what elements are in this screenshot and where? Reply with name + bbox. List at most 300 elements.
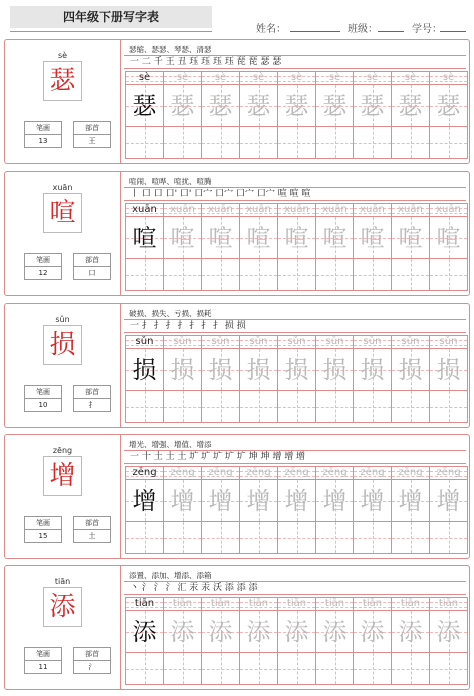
pinyin-cell [315,203,353,217]
trace-character: 添 [170,618,195,646]
character-summary [5,566,121,689]
pinyin-cell [353,597,391,611]
model-character-cell[interactable] [125,85,163,127]
large-character: 瑟 [49,66,76,96]
trace-character-cell[interactable] [163,217,201,259]
trace-character-cell[interactable] [315,480,353,522]
blank-writing-cell[interactable] [353,522,391,554]
blank-writing-cell[interactable] [315,259,353,291]
trace-pinyin: zēng [284,467,309,478]
trace-character: 增 [284,487,309,515]
trace-pinyin: sè [404,72,417,83]
stroke-order-bar [124,319,466,333]
pinyin-cell [239,203,277,217]
practice-area [121,40,469,163]
practice-area [121,566,469,689]
summary-pinyin: sè [57,51,68,60]
blank-writing-cell[interactable] [239,127,277,159]
radical-value: 王 [88,137,96,145]
trace-character: 增 [322,487,347,515]
stroke-order: 一 十 土 土 土 圹 圹 圹 圹 圹 坤 坤 增 增 增 [130,452,306,462]
radical-box [73,121,111,148]
blank-writing-cell[interactable] [201,259,239,291]
trace-character: 损 [322,356,347,384]
character-summary [5,435,121,558]
blank-writing-cell[interactable] [429,653,467,685]
trace-character: 喧 [170,224,195,252]
trace-pinyin: tiān [438,598,459,609]
trace-character: 瑟 [436,92,461,120]
radical-box [73,647,111,674]
name-label: 姓名： [256,24,286,35]
trace-character: 喧 [322,224,347,252]
trace-character: 损 [208,356,233,384]
pinyin-cell [125,203,163,217]
pinyin-cell [277,335,315,349]
trace-character: 瑟 [360,92,385,120]
trace-character-cell[interactable] [353,85,391,127]
model-pinyin: sǔn [135,336,154,347]
blank-writing-cell[interactable] [277,127,315,159]
blank-writing-cell[interactable] [277,522,315,554]
pinyin-cell [163,597,201,611]
blank-writing-cell[interactable] [125,127,163,159]
pinyin-cell [353,335,391,349]
trace-pinyin: tiān [210,598,231,609]
model-pinyin: tiān [134,598,155,609]
practice-area [121,304,469,427]
model-character-cell[interactable] [125,480,163,522]
pinyin-cell [391,71,429,85]
blank-writing-cell[interactable] [163,259,201,291]
trace-character-cell[interactable] [201,480,239,522]
model-pinyin: xuān [132,204,157,215]
stroke-order-bar [124,187,466,201]
large-character-box [43,456,82,496]
summary-pinyin: sǔn [55,315,70,324]
blank-writing-cell[interactable] [201,127,239,159]
trace-character-cell[interactable] [239,349,277,391]
trace-character: 添 [398,618,423,646]
pinyin-cell [277,466,315,480]
pinyin-cell [391,203,429,217]
pinyin-cell [163,203,201,217]
stroke-count-box [24,253,62,280]
blank-writing-cell[interactable] [277,391,315,423]
pinyin-cell [201,203,239,217]
model-character: 喧 [132,224,157,252]
stroke-count-box [24,385,62,412]
trace-character: 瑟 [284,92,309,120]
trace-character-cell[interactable] [277,349,315,391]
model-character-cell[interactable] [125,349,163,391]
blank-writing-cell[interactable] [277,259,315,291]
trace-character: 增 [170,487,195,515]
blank-writing-cell[interactable] [353,653,391,685]
model-character: 损 [132,356,157,384]
trace-pinyin: xuān [208,204,233,215]
trace-character-cell[interactable] [163,349,201,391]
blank-writing-cell[interactable] [391,259,429,291]
trace-pinyin: zēng [436,467,461,478]
stroke-count-box [24,647,62,674]
blank-writing-cell[interactable] [163,653,201,685]
character-card [4,565,470,690]
trace-pinyin: sǔn [439,336,458,347]
blank-writing-cell[interactable] [163,391,201,423]
trace-character-cell[interactable] [239,217,277,259]
trace-pinyin: sè [214,72,227,83]
trace-pinyin: zēng [398,467,423,478]
trace-character-cell[interactable] [239,611,277,653]
trace-pinyin: tiān [172,598,193,609]
blank-writing-cell[interactable] [429,522,467,554]
pinyin-cell [201,335,239,349]
blank-writing-cell[interactable] [239,653,277,685]
trace-character: 损 [436,356,461,384]
large-character: 添 [49,592,76,622]
blank-writing-cell[interactable] [163,522,201,554]
blank-writing-cell[interactable] [315,653,353,685]
trace-pinyin: sè [366,72,379,83]
trace-pinyin: zēng [170,467,195,478]
trace-pinyin: sǔn [287,336,306,347]
trace-pinyin: sǔn [211,336,230,347]
trace-pinyin: xuān [398,204,423,215]
class-label: 班级： [348,24,378,35]
character-summary [5,40,121,163]
blank-writing-cell[interactable] [353,391,391,423]
trace-character: 瑟 [170,92,195,120]
blank-writing-cell[interactable] [429,127,467,159]
blank-writing-cell[interactable] [277,653,315,685]
trace-pinyin: xuān [170,204,195,215]
stroke-count-label: 笔画 [25,254,61,267]
trace-character-cell[interactable] [277,85,315,127]
stroke-count-box [24,121,62,148]
practice-grid [125,335,467,423]
model-character: 添 [132,618,157,646]
stroke-order: 丶 氵 氵 氵 汇 汞 汞 沃 添 添 添 [130,583,258,593]
pinyin-cell [429,466,467,480]
stroke-order: 丨 口 口 口' 口' 口宀 口宀 口宀 口宀 喧 喧 喧 [130,189,311,199]
trace-character-cell[interactable] [277,217,315,259]
trace-character: 增 [398,487,423,515]
pinyin-cell [239,466,277,480]
trace-pinyin: zēng [208,467,233,478]
summary-pinyin: zēng [52,446,73,455]
pinyin-cell [429,597,467,611]
pinyin-cell [353,466,391,480]
trace-character-cell[interactable] [239,480,277,522]
trace-pinyin: zēng [322,467,347,478]
trace-character: 瑟 [246,92,271,120]
blank-writing-cell[interactable] [125,653,163,685]
trace-character: 增 [246,487,271,515]
trace-character-cell[interactable] [391,480,429,522]
large-character: 增 [49,461,76,491]
trace-character-cell[interactable] [201,217,239,259]
trace-pinyin: xuān [322,204,347,215]
blank-writing-cell[interactable] [163,127,201,159]
trace-character: 喧 [208,224,233,252]
blank-writing-cell[interactable] [429,391,467,423]
stroke-order: 一 扌 扌 扌 扌 扌 扌 扌 损 损 [130,321,246,331]
stroke-order-bar [124,450,466,464]
summary-pinyin: xuān [52,183,73,192]
radical-label: 部首 [74,517,110,530]
large-character-box [43,61,82,101]
trace-pinyin: sǔn [363,336,382,347]
pinyin-cell [315,466,353,480]
trace-pinyin: sǔn [401,336,420,347]
trace-character: 添 [322,618,347,646]
trace-pinyin: sǔn [249,336,268,347]
trace-character-cell[interactable] [163,480,201,522]
pinyin-cell [125,466,163,480]
practice-grid [125,203,467,291]
trace-character-cell[interactable] [163,611,201,653]
trace-character-cell[interactable] [429,217,467,259]
blank-writing-cell[interactable] [315,391,353,423]
large-character-box [43,587,82,627]
radical-value: 土 [88,532,96,540]
trace-character: 喧 [398,224,423,252]
trace-character: 喧 [360,224,385,252]
practice-grid [125,466,467,554]
stroke-order: 一 二 千 王 丑 珏 珏 珏 珏 琵 琵 瑟 瑟 [130,57,282,67]
trace-character-cell[interactable] [391,611,429,653]
trace-pinyin: zēng [246,467,271,478]
example-words: 增光、增强、增值、增添 [129,440,212,449]
pinyin-cell [239,597,277,611]
example-words: 瑟缩、瑟瑟、琴瑟、清瑟 [129,45,212,54]
radical-box [73,385,111,412]
id-field[interactable] [440,31,466,32]
trace-character: 喧 [246,224,271,252]
pinyin-cell [429,71,467,85]
trace-pinyin: sè [442,72,455,83]
trace-character-cell[interactable] [429,611,467,653]
trace-character-cell[interactable] [315,611,353,653]
pinyin-cell [163,466,201,480]
name-field[interactable] [290,31,340,32]
trace-character: 添 [208,618,233,646]
radical-label: 部首 [74,254,110,267]
trace-character: 添 [360,618,385,646]
blank-writing-cell[interactable] [239,391,277,423]
trace-character-cell[interactable] [277,611,315,653]
character-card [4,434,470,559]
blank-writing-cell[interactable] [239,522,277,554]
trace-character-cell[interactable] [315,349,353,391]
practice-area [121,172,469,295]
stroke-count-value: 12 [38,269,48,277]
trace-character-cell[interactable] [201,611,239,653]
pinyin-cell [315,597,353,611]
blank-writing-cell[interactable] [391,127,429,159]
trace-pinyin: tiān [400,598,421,609]
blank-writing-cell[interactable] [201,522,239,554]
large-character: 损 [49,330,76,360]
pinyin-cell [315,71,353,85]
pinyin-cell [201,71,239,85]
trace-character-cell[interactable] [239,85,277,127]
trace-character: 瑟 [398,92,423,120]
trace-character-cell[interactable] [429,480,467,522]
stroke-count-value: 11 [38,663,48,671]
trace-character: 增 [360,487,385,515]
trace-character: 喧 [436,224,461,252]
trace-pinyin: tiān [324,598,345,609]
pinyin-cell [353,203,391,217]
blank-writing-cell[interactable] [429,259,467,291]
blank-writing-cell[interactable] [391,391,429,423]
blank-writing-cell[interactable] [353,259,391,291]
trace-character-cell[interactable] [391,217,429,259]
summary-pinyin: tiān [54,577,71,586]
trace-character: 喧 [284,224,309,252]
pinyin-cell [429,335,467,349]
trace-pinyin: xuān [284,204,309,215]
trace-character-cell[interactable] [315,85,353,127]
stroke-count-value: 15 [38,532,48,540]
trace-pinyin: sè [176,72,189,83]
trace-character-cell[interactable] [201,85,239,127]
trace-character: 损 [398,356,423,384]
trace-character-cell[interactable] [353,217,391,259]
character-card [4,39,470,164]
trace-character-cell[interactable] [201,349,239,391]
character-card [4,303,470,428]
trace-character-cell[interactable] [353,480,391,522]
model-character-cell[interactable] [125,611,163,653]
blank-writing-cell[interactable] [239,259,277,291]
pinyin-cell [239,71,277,85]
blank-writing-cell[interactable] [315,522,353,554]
pinyin-cell [125,597,163,611]
blank-writing-cell[interactable] [391,522,429,554]
example-words: 破损、损失、亏损、损耗 [129,309,212,318]
stroke-order-bar [124,581,466,595]
class-field[interactable] [378,31,404,32]
trace-pinyin: xuān [436,204,461,215]
practice-area [121,435,469,558]
model-pinyin: zēng [132,467,157,478]
stroke-count-box [24,516,62,543]
trace-pinyin: sǔn [173,336,192,347]
trace-pinyin: sè [328,72,341,83]
trace-character: 损 [246,356,271,384]
pinyin-cell [391,597,429,611]
radical-label: 部首 [74,386,110,399]
stroke-order-bar [124,55,466,69]
trace-character: 添 [246,618,271,646]
blank-writing-cell[interactable] [353,127,391,159]
trace-character: 增 [436,487,461,515]
stroke-count-label: 笔画 [25,517,61,530]
trace-character-cell[interactable] [315,217,353,259]
blank-writing-cell[interactable] [315,127,353,159]
pinyin-cell [429,203,467,217]
pinyin-cell [391,335,429,349]
radical-box [73,253,111,280]
trace-pinyin: xuān [360,204,385,215]
pinyin-cell [277,71,315,85]
blank-writing-cell[interactable] [125,391,163,423]
trace-character-cell[interactable] [391,349,429,391]
example-words: 添置、添加、增添、添箱 [129,571,212,580]
pinyin-cell [239,335,277,349]
blank-writing-cell[interactable] [201,653,239,685]
blank-writing-cell[interactable] [391,653,429,685]
model-character: 增 [132,487,157,515]
title-underline [10,31,212,32]
trace-character: 瑟 [208,92,233,120]
stroke-count-label: 笔画 [25,648,61,661]
trace-character-cell[interactable] [429,349,467,391]
trace-character-cell[interactable] [353,611,391,653]
stroke-count-label: 笔画 [25,122,61,135]
blank-writing-cell[interactable] [125,522,163,554]
trace-character: 添 [284,618,309,646]
radical-value: 扌 [88,401,96,409]
blank-writing-cell[interactable] [201,391,239,423]
model-pinyin: sè [138,72,151,83]
pinyin-cell [201,466,239,480]
character-summary [5,304,121,427]
trace-character: 增 [208,487,233,515]
trace-pinyin: sè [290,72,303,83]
blank-writing-cell[interactable] [125,259,163,291]
radical-box [73,516,111,543]
radical-value: 口 [88,269,96,277]
pinyin-cell [201,597,239,611]
trace-character: 损 [170,356,195,384]
pinyin-cell [277,597,315,611]
trace-character-cell[interactable] [353,349,391,391]
pinyin-cell [125,71,163,85]
trace-character-cell[interactable] [163,85,201,127]
practice-grid [125,597,467,685]
trace-pinyin: xuān [246,204,271,215]
trace-pinyin: sǔn [325,336,344,347]
trace-character-cell[interactable] [277,480,315,522]
large-character-box [43,325,82,365]
trace-character: 添 [436,618,461,646]
pinyin-cell [163,335,201,349]
trace-character: 瑟 [322,92,347,120]
pinyin-cell [353,71,391,85]
model-character: 瑟 [132,92,157,120]
large-character-box [43,193,82,233]
page-header [0,0,474,36]
radical-value: 氵 [88,663,96,671]
trace-character: 损 [360,356,385,384]
trace-character-cell[interactable] [429,85,467,127]
example-words: 喧闹、喧哗、喧扰、喧腾 [129,177,212,186]
pinyin-cell [163,71,201,85]
pinyin-cell [125,335,163,349]
trace-pinyin: sè [252,72,265,83]
practice-grid [125,71,467,159]
pinyin-cell [315,335,353,349]
trace-pinyin: tiān [248,598,269,609]
trace-character-cell[interactable] [391,85,429,127]
model-character-cell[interactable] [125,217,163,259]
id-label: 学号： [412,24,442,35]
trace-pinyin: tiān [286,598,307,609]
